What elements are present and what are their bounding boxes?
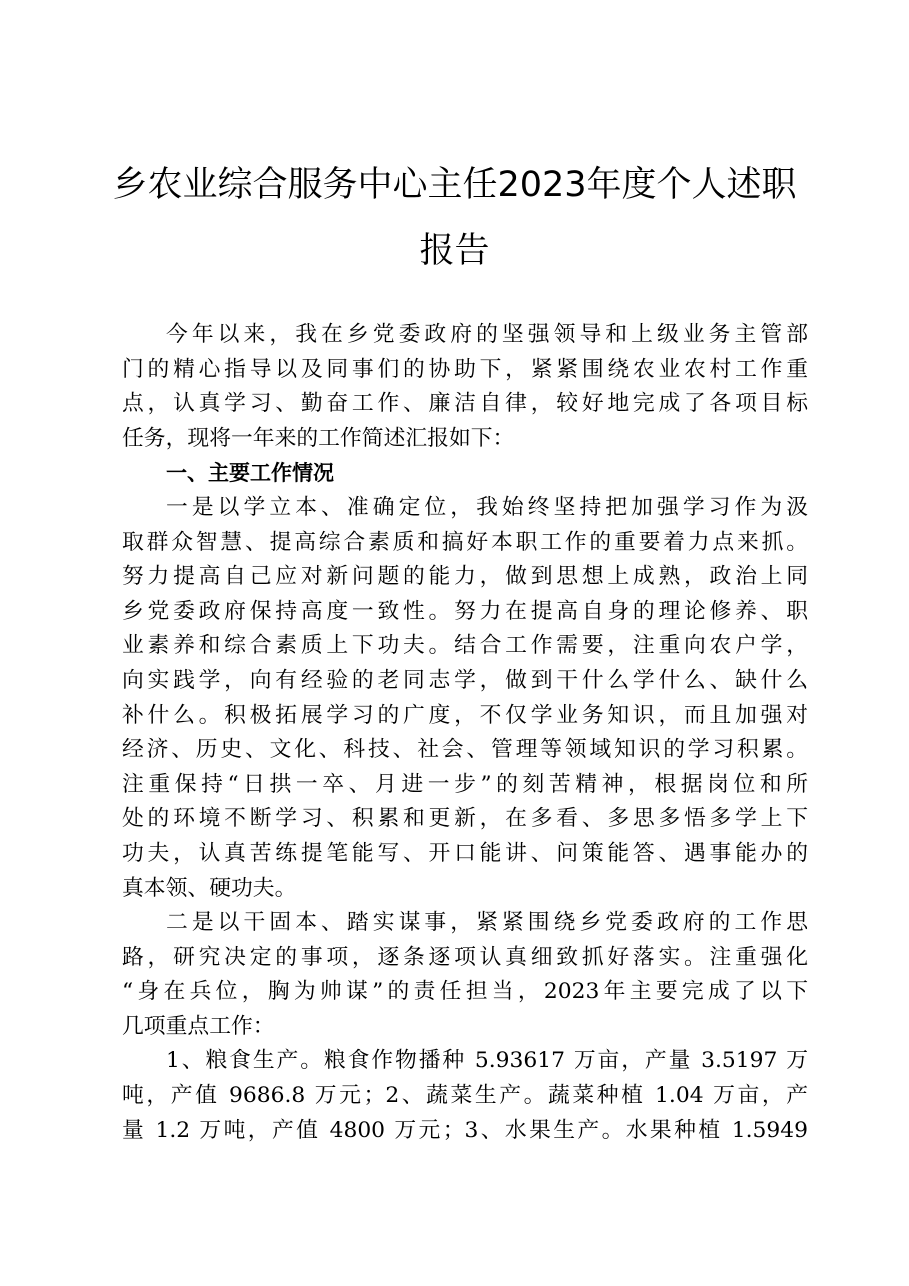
body-line: 一是以学立本、准确定位，我始终坚持把加强学习作为汲 [166,494,808,520]
body-line: 路，研究决定的事项，逐条逐项认真细致抓好落实。注重强化 [122,944,808,970]
body-line: 二是以干固本、踏实谋事，紧紧围绕乡党委政府的工作思 [166,910,808,936]
document-title-line-1: 乡农业综合服务中心主任2023年度个人述职 [112,165,797,205]
body-line: 补什么。积极拓展学习的广度，不仅学业务知识，而且加强对 [122,702,808,728]
body-line: 功夫，认真苦练提笔能写、开口能讲、问策能答、遇事能办的 [122,840,808,866]
body-line: 点，认真学习、勤奋工作、廉洁自律，较好地完成了各项目标 [122,391,808,417]
section-heading: 一、主要工作情况 [166,461,334,486]
document-body [122,318,808,1148]
body-line: 真本领、硬功夫。 [122,875,297,901]
body-line: 门的精心指导以及同事们的协助下，紧紧围绕农业农村工作重 [122,356,808,382]
body-line: 处的环境不断学习、积累和更新，在多看、多思多悟多学上下 [122,806,808,832]
body-line: 取群众智慧、提高综合素质和搞好本职工作的重要着力点来抓。 [122,529,808,555]
body-line: 注重保持“日拱一卒、月进一步”的刻苦精神，根据岗位和所 [122,771,808,797]
body-line: 业素养和综合素质上下功夫。结合工作需要，注重向农户学， [122,633,808,659]
body-line: 经济、历史、文化、科技、社会、管理等领域知识的学习积累。 [122,737,808,763]
body-line: 几项重点工作： [122,1013,275,1039]
body-line: “身在兵位，胸为帅谋”的责任担当，2023年主要完成了以下 [122,979,808,1005]
body-line: 任务，现将一年来的工作简述汇报如下： [122,425,515,451]
body-line: 向实践学，向有经验的老同志学，做到干什么学什么、缺什么 [122,667,808,693]
body-line: 今年以来，我在乡党委政府的坚强领导和上级业务主管部 [166,322,808,347]
body-line: 吨，产值 9686.8 万元；2、蔬菜生产。蔬菜种植 1.04 万亩，产 [122,1083,808,1109]
body-line: 量 1.2 万吨，产值 4800 万元；3、水果生产。水果种植 1.5949 [122,1117,808,1143]
body-line: 努力提高自己应对新问题的能力，做到思想上成熟，政治上同 [122,564,808,590]
body-line: 1、粮食生产。粮食作物播种 5.93617 万亩，产量 3.5197 万 [166,1048,808,1074]
document-title-line-2: 报告 [419,231,490,271]
body-line: 乡党委政府保持高度一致性。努力在提高自身的理论修养、职 [122,598,808,624]
